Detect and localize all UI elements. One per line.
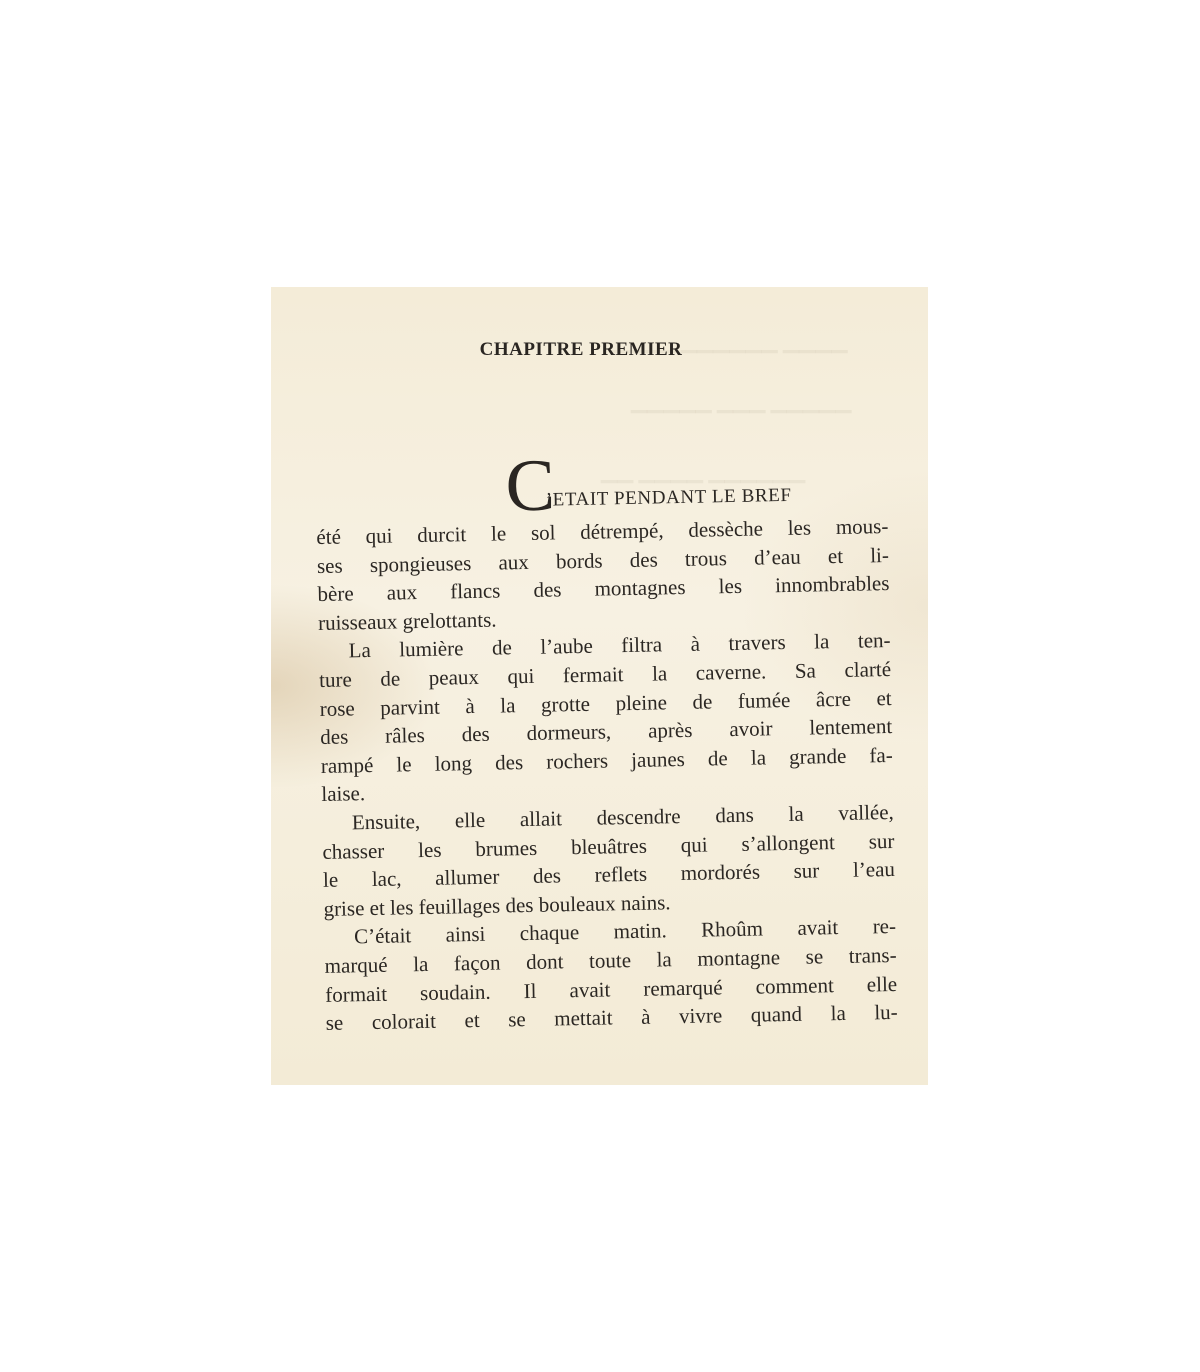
text-line: laise. — [321, 781, 366, 807]
paragraph-1 — [316, 512, 890, 637]
text-line: le lac, allumer des reflets mordorés sur l’eau — [322, 857, 896, 893]
paragraph-3 — [322, 798, 896, 923]
text-line: des râles des dormeurs, après avoir lentement — [320, 714, 893, 750]
text-line: été qui durcit le sol détrempé, dessèche les mous- — [316, 514, 889, 549]
bleed-through-text: ▁▁▁▁▁ ▁▁▁ ▁▁▁▁▁ — [631, 389, 852, 413]
chapter-title: CHAPITRE PREMIER — [479, 339, 683, 360]
paragraph-4 — [324, 912, 898, 1037]
text-line: rose parvint à la grotte pleine de fumée âcre et — [319, 685, 892, 721]
text-line: La lumière de l’aube filtra à travers la ten- — [348, 628, 891, 663]
text-line: ture de peaux qui fermait la caverne. Sa clarté — [318, 656, 892, 692]
book-page — [271, 287, 928, 1085]
drop-cap: C — [504, 444, 556, 528]
text-line: marqué la façon dont toute la montagne se trans- — [324, 942, 897, 978]
text-line: rampé le long des rochers jaunes de la grande fa- — [320, 742, 893, 778]
text-line: ruisseaux grelottants. — [317, 607, 497, 635]
text-line: Ensuite, elle allait descendre dans la vallée, — [351, 799, 895, 835]
paragraph-2 — [318, 626, 893, 809]
text-line: chasser les brumes bleuâtres qui s’allongent sur — [322, 828, 895, 864]
text-line: grise et les feuillages des bouleaux nains. — [323, 889, 671, 921]
body-text — [315, 444, 898, 1038]
opening-small-caps: ’ETAIT PENDANT LE BREF — [545, 484, 792, 511]
text-line: C’était ainsi chaque matin. Rhoûm avait re- — [353, 914, 897, 949]
text-line: se colorait et se mettait à vivre quand la lu- — [325, 1000, 898, 1035]
text-line: formait soudain. Il avait remarqué comment elle — [324, 971, 898, 1007]
text-line: bère aux flancs des montagnes les innombrables — [317, 571, 890, 607]
opening-line — [315, 444, 888, 528]
text-line: ses spongieuses aux bords des trous d’eau et li- — [316, 542, 890, 578]
bleed-through-text: ▁▁▁▁▁▁ ▁▁▁▁ ▁▁ — [601, 459, 806, 483]
bleed-through-text: ▁▁▁▁ ▁▁▁▁▁▁ ▁▁▁▁ — [611, 329, 848, 353]
